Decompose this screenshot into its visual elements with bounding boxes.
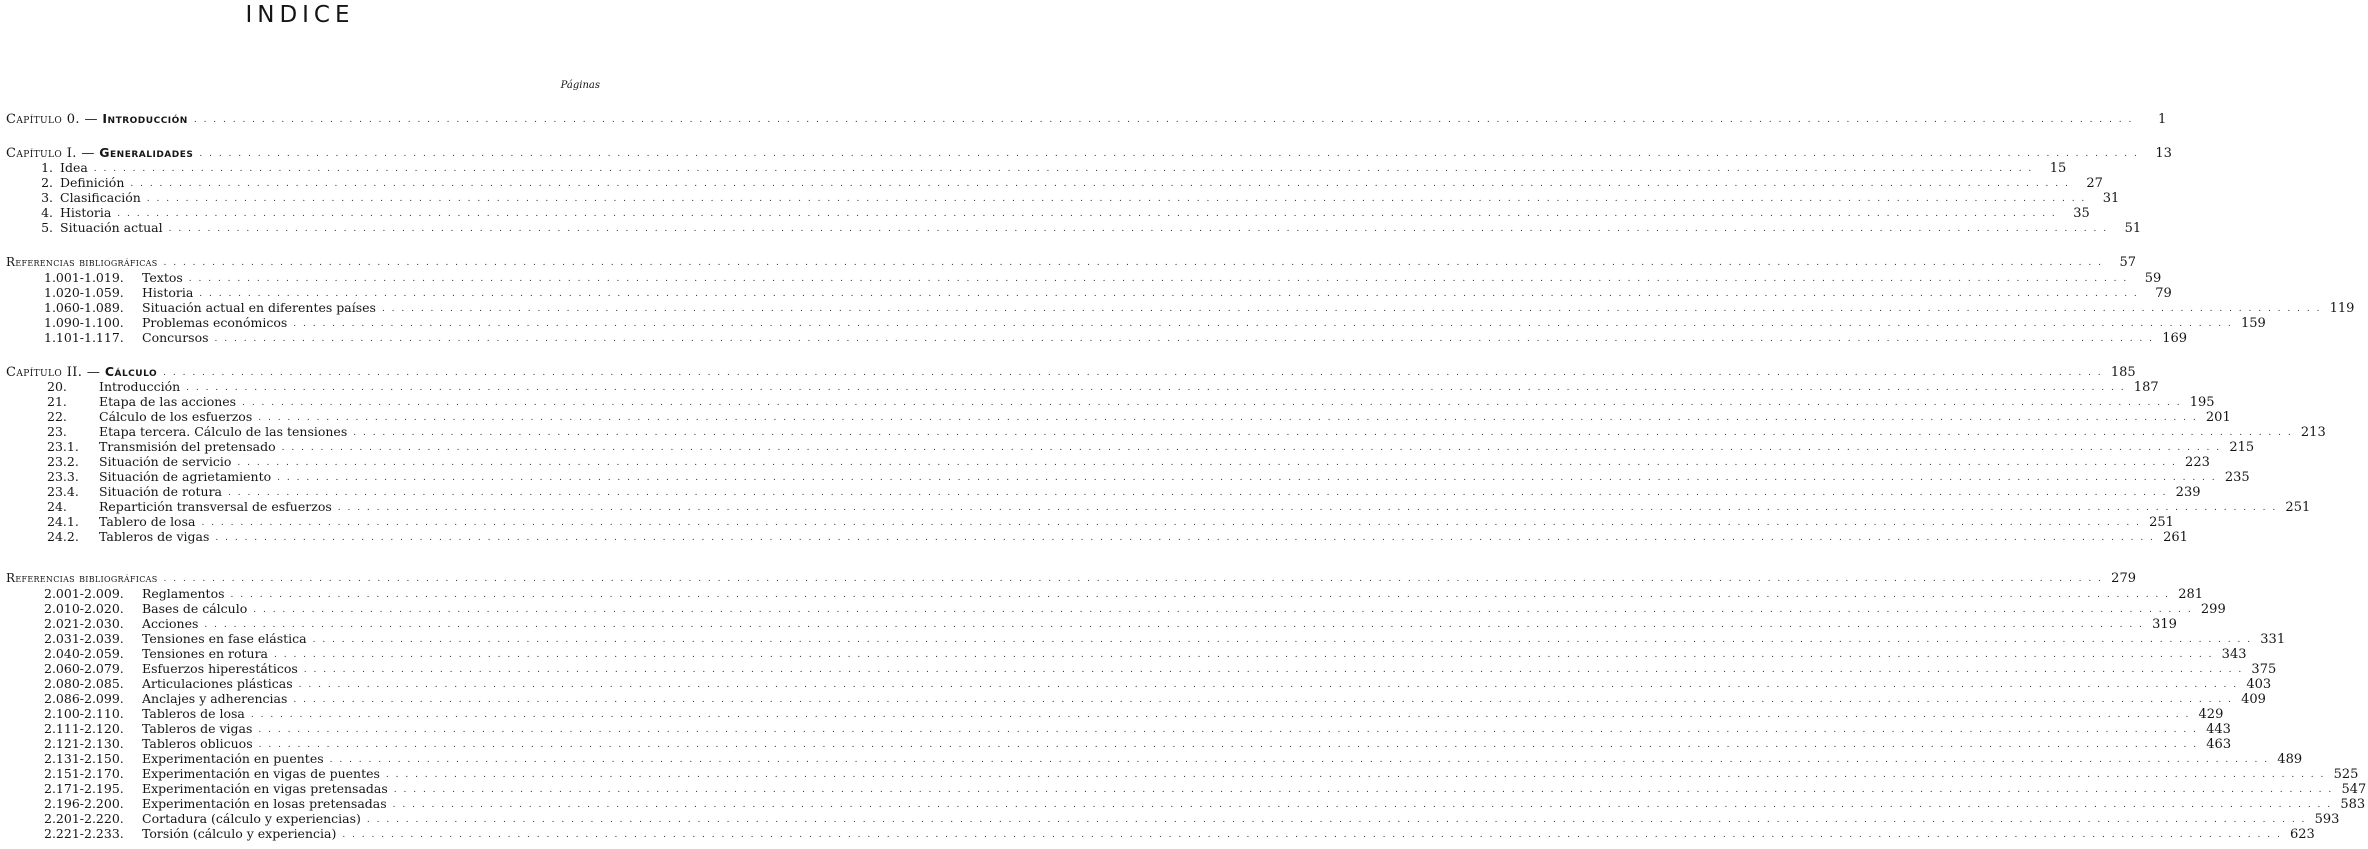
dot-leader: . . . . . . . . . . . . . . . . . . . . . . . . . . . . . . . . . . . . . . . . . . . . . . . . . . . . . . . . . . . . . . . . . . . . . . . . . . . . . . . . . . . . . . . . . . . . . . . . . . . . . . . . . . . . . . . . . . . . . . . . . . . . . . . . . . . . . . . . . . . . . . . . . . . . . . . . . . . . . . . . . . . . . . . . . . . . . . . . . . . . . . . . . . . . . . . . . . . . . . . . <box>337 503 2278 513</box>
entry-label-text: Capítulo II. — <box>6 365 105 380</box>
entry-label <box>6 571 158 586</box>
page-number: 583 <box>2340 797 2366 812</box>
dot-leader: . . . . . . . . . . . . . . . . . . . . . . . . . . . . . . . . . . . . . . . . . . . . . . . . . . . . . . . . . . . . . . . . . . . . . . . . . . . . . . . . . . . . . . . . . . . . . . . . . . . . . . . . . . . . . . . . . . . . . . . . . . . . . . . . . . . . . . . . . . . . . . . . . . . . . . . . . . . . . . . . . . . . . . . . . . . . . . . . . . . . . . . . . . . . . . . . . . . . . . . . <box>353 428 2293 438</box>
page-number: 223 <box>2185 455 2210 470</box>
dot-leader: . . . . . . . . . . . . . . . . . . . . . . . . . . . . . . . . . . . . . . . . . . . . . . . . . . . . . . . . . . . . . . . . . . . . . . . . . . . . . . . . . . . . . . . . . . . . . . . . . . . . . . . . . . . . . . . . . . . . . . . . . . . . . . . . . . . . . . . . . . . . . . . . . . . . . . . . . . . . . . . . . . . . . . . . . . . . . . . . . . . . . . . . . . . . . . . . . . . . . . . . <box>199 149 2139 159</box>
toc-entry <box>0 499 2311 515</box>
entry-label: Tensiones en fase elástica <box>142 631 307 646</box>
entry-number: 24.1. <box>47 514 79 529</box>
entry-label: Tableros oblicuos <box>142 736 253 751</box>
dot-leader: . . . . . . . . . . . . . . . . . . . . . . . . . . . . . . . . . . . . . . . . . . . . . . . . . . . . . . . . . . . . . . . . . . . . . . . . . . . . . . . . . . . . . . . . . . . . . . . . . . . . . . . . . . . . . . . . . . . . . . . . . . . . . . . . . . . . . . . . . . . . . . . . . . . . . . . . . . . . . . . . . . . . . . . . . . . . . . . . . . . . . . . . . . . . . . . . . . . . . . . . <box>228 488 2168 498</box>
toc-entry <box>0 394 2215 410</box>
dot-leader: . . . . . . . . . . . . . . . . . . . . . . . . . . . . . . . . . . . . . . . . . . . . . . . . . . . . . . . . . . . . . . . . . . . . . . . . . . . . . . . . . . . . . . . . . . . . . . . . . . . . . . . . . . . . . . . . . . . . . . . . . . . . . . . . . . . . . . . . . . . . . . . . . . . . . . . . . . . . . . . . . . . . . . . . . . . . . . . . . . . . . . . . . . . . . . . . . . . . . . . . <box>293 319 2233 329</box>
page-number: 279 <box>2111 571 2136 586</box>
entry-label: Problemas económicos <box>142 315 288 330</box>
toc-entry <box>0 424 2326 440</box>
page-number: 57 <box>2119 255 2136 270</box>
toc-entry <box>0 175 2103 191</box>
entry-number: 2.040-2.059. <box>44 646 124 661</box>
toc-entry <box>0 529 2188 545</box>
dot-leader: . . . . . . . . . . . . . . . . . . . . . . . . . . . . . . . . . . . . . . . . . . . . . . . . . . . . . . . . . . . . . . . . . . . . . . . . . . . . . . . . . . . . . . . . . . . . . . . . . . . . . . . . . . . . . . . . . . . . . . . . . . . . . . . . . . . . . . . . . . . . . . . . . . . . . . . . . . . . . . . . . . . . . . . . . . . . . . . . . . . . . . . . . . . . . . . . . . . . . . . . <box>293 695 2233 705</box>
page-number: 281 <box>2178 587 2204 602</box>
toc-entry <box>0 601 2226 617</box>
dot-leader: . . . . . . . . . . . . . . . . . . . . . . . . . . . . . . . . . . . . . . . . . . . . . . . . . . . . . . . . . . . . . . . . . . . . . . . . . . . . . . . . . . . . . . . . . . . . . . . . . . . . . . . . . . . . . . . . . . . . . . . . . . . . . . . . . . . . . . . . . . . . . . . . . . . . . . . . . . . . . . . . . . . . . . . . . . . . . . . . . . . . . . . . . . . . . . . . . . . . . . . . <box>342 830 2282 840</box>
entry-number: 2.060-2.079. <box>44 661 124 676</box>
dot-leader: . . . . . . . . . . . . . . . . . . . . . . . . . . . . . . . . . . . . . . . . . . . . . . . . . . . . . . . . . . . . . . . . . . . . . . . . . . . . . . . . . . . . . . . . . . . . . . . . . . . . . . . . . . . . . . . . . . . . . . . . . . . . . . . . . . . . . . . . . . . . . . . . . . . . . . . . . . . . . . . . . . . . . . . . . . . . . . . . . . . . . . . . . . . . . . . . . . . . . . . . <box>117 209 2057 219</box>
entry-number: 1.090-1.100. <box>44 315 124 330</box>
entry-label: Esfuerzos hiperestáticos <box>142 661 298 676</box>
dot-leader: . . . . . . . . . . . . . . . . . . . . . . . . . . . . . . . . . . . . . . . . . . . . . . . . . . . . . . . . . . . . . . . . . . . . . . . . . . . . . . . . . . . . . . . . . . . . . . . . . . . . . . . . . . . . . . . . . . . . . . . . . . . . . . . . . . . . . . . . . . . . . . . . . . . . . . . . . . . . . . . . . . . . . . . . . . . . . . . . . . . . . . . . . . . . . . . . . . . . . . . . <box>242 398 2182 408</box>
page-number: 251 <box>2149 515 2174 530</box>
dot-leader: . . . . . . . . . . . . . . . . . . . . . . . . . . . . . . . . . . . . . . . . . . . . . . . . . . . . . . . . . . . . . . . . . . . . . . . . . . . . . . . . . . . . . . . . . . . . . . . . . . . . . . . . . . . . . . . . . . . . . . . . . . . . . . . . . . . . . . . . . . . . . . . . . . . . . . . . . . . . . . . . . . . . . . . . . . . . . . . . . . . . . . . . . . . . . . . . . . . . . . . . <box>168 224 2109 234</box>
toc-entry <box>0 439 2255 455</box>
entry-number: 1.060-1.089. <box>44 300 124 315</box>
entry-title-bold: Generalidades <box>99 145 194 160</box>
chapter-entry <box>0 111 2167 127</box>
page-number: 119 <box>2329 301 2355 316</box>
toc-entry <box>0 285 2172 301</box>
entry-label: Idea <box>60 160 88 175</box>
dot-leader: . . . . . . . . . . . . . . . . . . . . . . . . . . . . . . . . . . . . . . . . . . . . . . . . . . . . . . . . . . . . . . . . . . . . . . . . . . . . . . . . . . . . . . . . . . . . . . . . . . . . . . . . . . . . . . . . . . . . . . . . . . . . . . . . . . . . . . . . . . . . . . . . . . . . . . . . . . . . . . . . . . . . . . . . . . . . . . . . . . . . . . . . . . . . . . . . . . . . . . . . <box>258 740 2199 750</box>
entry-label-text: Referencias bibliográficas <box>6 255 158 269</box>
dot-leader: . . . . . . . . . . . . . . . . . . . . . . . . . . . . . . . . . . . . . . . . . . . . . . . . . . . . . . . . . . . . . . . . . . . . . . . . . . . . . . . . . . . . . . . . . . . . . . . . . . . . . . . . . . . . . . . . . . . . . . . . . . . . . . . . . . . . . . . . . . . . . . . . . . . . . . . . . . . . . . . . . . . . . . . . . . . . . . . . . . . . . . . . . . . . . . . . . . . . . . . . <box>281 443 2222 453</box>
entry-number: 2.221-2.233. <box>44 826 124 841</box>
entry-label: Tensiones en rotura <box>142 646 269 661</box>
toc-entry <box>0 616 2177 632</box>
dot-leader: . . . . . . . . . . . . . . . . . . . . . . . . . . . . . . . . . . . . . . . . . . . . . . . . . . . . . . . . . . . . . . . . . . . . . . . . . . . . . . . . . . . . . . . . . . . . . . . . . . . . . . . . . . . . . . . . . . . . . . . . . . . . . . . . . . . . . . . . . . . . . . . . . . . . . . . . . . . . . . . . . . . . . . . . . . . . . . . . . . . . . . . . . . . . . . . . . . . . . . . . <box>146 194 2087 204</box>
entry-number: 24. <box>47 499 67 514</box>
page-number: 429 <box>2198 707 2224 722</box>
toc-entry <box>0 706 2224 722</box>
page-number: 27 <box>2086 176 2103 191</box>
entry-label: Etapa de las acciones <box>99 394 237 409</box>
entry-label: Repartición transversal de esfuerzos <box>99 499 332 514</box>
references-entry <box>0 571 2136 586</box>
page-number: 547 <box>2341 782 2367 797</box>
entry-label: Cortadura (cálculo y experiencias) <box>142 811 361 826</box>
toc-entry <box>0 781 2367 797</box>
toc-entry <box>0 190 2120 206</box>
page-number: 409 <box>2241 692 2266 707</box>
page-number: 375 <box>2251 662 2277 677</box>
toc-entry <box>0 751 2303 767</box>
entry-number: 23.1. <box>47 439 79 454</box>
entry-label <box>6 111 188 127</box>
dot-leader: . . . . . . . . . . . . . . . . . . . . . . . . . . . . . . . . . . . . . . . . . . . . . . . . . . . . . . . . . . . . . . . . . . . . . . . . . . . . . . . . . . . . . . . . . . . . . . . . . . . . . . . . . . . . . . . . . . . . . . . . . . . . . . . . . . . . . . . . . . . . . . . . . . . . . . . . . . . . . . . . . . . . . . . . . . . . . . . . . . . . . . . . . . . . . . . . . . . . . . . . <box>193 115 2134 125</box>
page-number: 403 <box>2246 677 2272 692</box>
entry-number: 5. <box>41 220 53 235</box>
dot-leader: . . . . . . . . . . . . . . . . . . . . . . . . . . . . . . . . . . . . . . . . . . . . . . . . . . . . . . . . . . . . . . . . . . . . . . . . . . . . . . . . . . . . . . . . . . . . . . . . . . . . . . . . . . . . . . . . . . . . . . . . . . . . . . . . . . . . . . . . . . . . . . . . . . . . . . . . . . . . . . . . . . . . . . . . . . . . . . . . . . . . . . . . . . . . . . . . . . . . . . . . <box>199 289 2139 299</box>
dot-leader: . . . . . . . . . . . . . . . . . . . . . . . . . . . . . . . . . . . . . . . . . . . . . . . . . . . . . . . . . . . . . . . . . . . . . . . . . . . . . . . . . . . . . . . . . . . . . . . . . . . . . . . . . . . . . . . . . . . . . . . . . . . . . . . . . . . . . . . . . . . . . . . . . . . . . . . . . . . . . . . . . . . . . . . . . . . . . . . . . . . . . . . . . . . . . . . . . . . . . . . . <box>258 725 2198 735</box>
entry-number: 20. <box>47 379 67 394</box>
entry-label: Tableros de vigas <box>142 721 253 736</box>
entry-label: Introducción <box>99 379 181 394</box>
entry-label: Situación de agrietamiento <box>99 469 272 484</box>
page-number: 623 <box>2290 827 2315 842</box>
entry-label <box>6 145 193 161</box>
entry-label: Reglamentos <box>142 586 225 601</box>
entry-label-text: Referencias bibliográficas <box>6 571 158 585</box>
page-number: 1 <box>2158 112 2167 127</box>
references-entry <box>0 255 2136 270</box>
page-number: 35 <box>2073 206 2090 221</box>
chapter-entry <box>0 145 2172 161</box>
toc-entry <box>0 330 2188 346</box>
entry-label: Articulaciones plásticas <box>142 676 293 691</box>
entry-number: 23. <box>47 424 67 439</box>
entry-number: 2.001-2.009. <box>44 586 124 601</box>
entry-number: 24.2. <box>47 529 79 544</box>
page-number: 463 <box>2206 737 2232 752</box>
page-number: 319 <box>2152 617 2177 632</box>
page-number: 79 <box>2155 286 2172 301</box>
entry-label: Situación de rotura <box>99 484 223 499</box>
entry-number: 2.086-2.099. <box>44 691 124 706</box>
dot-leader: . . . . . . . . . . . . . . . . . . . . . . . . . . . . . . . . . . . . . . . . . . . . . . . . . . . . . . . . . . . . . . . . . . . . . . . . . . . . . . . . . . . . . . . . . . . . . . . . . . . . . . . . . . . . . . . . . . . . . . . . . . . . . . . . . . . . . . . . . . . . . . . . . . . . . . . . . . . . . . . . . . . . . . . . . . . . . . . . . . . . . . . . . . . . . . . . . . . . . . . . <box>230 590 2171 600</box>
toc-entry <box>0 766 2359 782</box>
toc-entry <box>0 691 2266 707</box>
page-number: 185 <box>2110 365 2136 380</box>
toc-entry <box>0 270 2162 286</box>
entry-label: Textos <box>142 270 183 285</box>
entry-number: 23.2. <box>47 454 79 469</box>
page-number: 525 <box>2333 767 2359 782</box>
entry-label <box>6 364 157 380</box>
entry-label: Anclajes y adherencias <box>142 691 288 706</box>
dot-leader: . . . . . . . . . . . . . . . . . . . . . . . . . . . . . . . . . . . . . . . . . . . . . . . . . . . . . . . . . . . . . . . . . . . . . . . . . . . . . . . . . . . . . . . . . . . . . . . . . . . . . . . . . . . . . . . . . . . . . . . . . . . . . . . . . . . . . . . . . . . . . . . . . . . . . . . . . . . . . . . . . . . . . . . . . . . . . . . . . . . . . . . . . . . . . . . . . . . . . . . . <box>237 458 2177 468</box>
entry-number: 2.121-2.130. <box>44 736 124 751</box>
dot-leader: . . . . . . . . . . . . . . . . . . . . . . . . . . . . . . . . . . . . . . . . . . . . . . . . . . . . . . . . . . . . . . . . . . . . . . . . . . . . . . . . . . . . . . . . . . . . . . . . . . . . . . . . . . . . . . . . . . . . . . . . . . . . . . . . . . . . . . . . . . . . . . . . . . . . . . . . . . . . . . . . . . . . . . . . . . . . . . . . . . . . . . . . . . . . . . . . . . . . . . . . <box>253 605 2193 615</box>
page-number: 31 <box>2102 191 2120 206</box>
entry-label <box>6 255 158 270</box>
toc-entry <box>0 796 2366 812</box>
entry-number: 1.020-1.059. <box>44 285 124 300</box>
entry-label: Situación actual en diferentes países <box>142 300 376 315</box>
entry-label: Experimentación en puentes <box>142 751 324 766</box>
entry-number: 1.001-1.019. <box>44 270 124 285</box>
toc-entry <box>0 469 2250 485</box>
entry-label: Situación de servicio <box>99 454 232 469</box>
dot-leader: . . . . . . . . . . . . . . . . . . . . . . . . . . . . . . . . . . . . . . . . . . . . . . . . . . . . . . . . . . . . . . . . . . . . . . . . . . . . . . . . . . . . . . . . . . . . . . . . . . . . . . . . . . . . . . . . . . . . . . . . . . . . . . . . . . . . . . . . . . . . . . . . . . . . . . . . . . . . . . . . . . . . . . . . . . . . . . . . . . . . . . . . . . . . . . . . . . . . . . . . <box>130 179 2070 189</box>
entry-label: Tableros de vigas <box>99 529 210 544</box>
dot-leader: . . . . . . . . . . . . . . . . . . . . . . . . . . . . . . . . . . . . . . . . . . . . . . . . . . . . . . . . . . . . . . . . . . . . . . . . . . . . . . . . . . . . . . . . . . . . . . . . . . . . . . . . . . . . . . . . . . . . . . . . . . . . . . . . . . . . . . . . . . . . . . . . . . . . . . . . . . . . . . . . . . . . . . . . . . . . . . . . . . . . . . . . . . . . . . . . . . . . . . . . <box>258 413 2198 423</box>
page-number: 261 <box>2163 530 2188 545</box>
entry-label: Transmisión del pretensado <box>99 439 276 454</box>
entry-number: 23.3. <box>47 469 79 484</box>
entry-number: 2.196-2.200. <box>44 796 124 811</box>
page-number: 213 <box>2300 425 2326 440</box>
page-number: 59 <box>2144 271 2162 286</box>
entry-label: Experimentación en losas pretensadas <box>142 796 387 811</box>
entry-number: 2.021-2.030. <box>44 616 124 631</box>
entry-label: Experimentación en vigas de puentes <box>142 766 380 781</box>
entry-number: 2.031-2.039. <box>44 631 124 646</box>
dot-leader: . . . . . . . . . . . . . . . . . . . . . . . . . . . . . . . . . . . . . . . . . . . . . . . . . . . . . . . . . . . . . . . . . . . . . . . . . . . . . . . . . . . . . . . . . . . . . . . . . . . . . . . . . . . . . . . . . . . . . . . . . . . . . . . . . . . . . . . . . . . . . . . . . . . . . . . . . . . . . . . . . . . . . . . . . . . . . . . . . . . . . . . . . . . . . . . . . . . . . . . . <box>385 770 2326 780</box>
pages-column-header: Páginas <box>560 80 600 91</box>
entry-number: 3. <box>41 190 53 205</box>
page-number: 201 <box>2205 410 2231 425</box>
entry-number: 23.4. <box>47 484 79 499</box>
entry-label: Definición <box>60 175 125 190</box>
toc-entry <box>0 379 2159 395</box>
page-number: 13 <box>2155 146 2172 161</box>
dot-leader: . . . . . . . . . . . . . . . . . . . . . . . . . . . . . . . . . . . . . . . . . . . . . . . . . . . . . . . . . . . . . . . . . . . . . . . . . . . . . . . . . . . . . . . . . . . . . . . . . . . . . . . . . . . . . . . . . . . . . . . . . . . . . . . . . . . . . . . . . . . . . . . . . . . . . . . . . . . . . . . . . . . . . . . . . . . . . . . . . . . . . . . . . . . . . . . . . . . . . . . . <box>329 755 2270 765</box>
dot-leader: . . . . . . . . . . . . . . . . . . . . . . . . . . . . . . . . . . . . . . . . . . . . . . . . . . . . . . . . . . . . . . . . . . . . . . . . . . . . . . . . . . . . . . . . . . . . . . . . . . . . . . . . . . . . . . . . . . . . . . . . . . . . . . . . . . . . . . . . . . . . . . . . . . . . . . . . . . . . . . . . . . . . . . . . . . . . . . . . . . . . . . . . . . . . . . . . . . . . . . . . <box>204 620 2144 630</box>
entry-label: Tablero de losa <box>99 514 196 529</box>
entry-label-text: Capítulo 0. — <box>6 112 103 127</box>
toc-entry <box>0 220 2142 236</box>
page-number: 489 <box>2277 752 2303 767</box>
entry-number: 1.101-1.117. <box>44 330 124 345</box>
entry-label: Concursos <box>142 330 209 345</box>
toc-entry <box>0 661 2277 677</box>
page-number: 251 <box>2285 500 2311 515</box>
toc-entry <box>0 409 2231 425</box>
entry-label: Bases de cálculo <box>142 601 248 616</box>
dot-leader: . . . . . . . . . . . . . . . . . . . . . . . . . . . . . . . . . . . . . . . . . . . . . . . . . . . . . . . . . . . . . . . . . . . . . . . . . . . . . . . . . . . . . . . . . . . . . . . . . . . . . . . . . . . . . . . . . . . . . . . . . . . . . . . . . . . . . . . . . . . . . . . . . . . . . . . . . . . . . . . . . . . . . . . . . . . . . . . . . . . . . . . . . . . . . . . . . . . . . . . . <box>381 304 2322 314</box>
dot-leader: . . . . . . . . . . . . . . . . . . . . . . . . . . . . . . . . . . . . . . . . . . . . . . . . . . . . . . . . . . . . . . . . . . . . . . . . . . . . . . . . . . . . . . . . . . . . . . . . . . . . . . . . . . . . . . . . . . . . . . . . . . . . . . . . . . . . . . . . . . . . . . . . . . . . . . . . . . . . . . . . . . . . . . . . . . . . . . . . . . . . . . . . . . . . . . . . . . . . . . . . <box>215 533 2155 543</box>
entry-label: Acciones <box>142 616 199 631</box>
dot-leader: . . . . . . . . . . . . . . . . . . . . . . . . . . . . . . . . . . . . . . . . . . . . . . . . . . . . . . . . . . . . . . . . . . . . . . . . . . . . . . . . . . . . . . . . . . . . . . . . . . . . . . . . . . . . . . . . . . . . . . . . . . . . . . . . . . . . . . . . . . . . . . . . . . . . . . . . . . . . . . . . . . . . . . . . . . . . . . . . . . . . . . . . . . . . . . . . . . . . . . . . <box>274 650 2214 660</box>
toc-entry <box>0 484 2201 500</box>
dot-leader: . . . . . . . . . . . . . . . . . . . . . . . . . . . . . . . . . . . . . . . . . . . . . . . . . . . . . . . . . . . . . . . . . . . . . . . . . . . . . . . . . . . . . . . . . . . . . . . . . . . . . . . . . . . . . . . . . . . . . . . . . . . . . . . . . . . . . . . . . . . . . . . . . . . . . . . . . . . . . . . . . . . . . . . . . . . . . . . . . . . . . . . . . . . . . . . . . . . . . . . . <box>93 164 2034 174</box>
entry-title-bold: Introducción <box>102 111 188 126</box>
toc-entry <box>0 300 2355 316</box>
dot-leader: . . . . . . . . . . . . . . . . . . . . . . . . . . . . . . . . . . . . . . . . . . . . . . . . . . . . . . . . . . . . . . . . . . . . . . . . . . . . . . . . . . . . . . . . . . . . . . . . . . . . . . . . . . . . . . . . . . . . . . . . . . . . . . . . . . . . . . . . . . . . . . . . . . . . . . . . . . . . . . . . . . . . . . . . . . . . . . . . . . . . . . . . . . . . . . . . . . . . . . . . <box>201 518 2141 528</box>
entry-number: 2.171-2.195. <box>44 781 124 796</box>
page-number: 187 <box>2133 380 2159 395</box>
entry-label: Historia <box>142 285 194 300</box>
dot-leader: . . . . . . . . . . . . . . . . . . . . . . . . . . . . . . . . . . . . . . . . . . . . . . . . . . . . . . . . . . . . . . . . . . . . . . . . . . . . . . . . . . . . . . . . . . . . . . . . . . . . . . . . . . . . . . . . . . . . . . . . . . . . . . . . . . . . . . . . . . . . . . . . . . . . . . . . . . . . . . . . . . . . . . . . . . . . . . . . . . . . . . . . . . . . . . . . . . . . . . . . <box>277 473 2217 483</box>
entry-label: Cálculo de los esfuerzos <box>99 409 253 424</box>
dot-leader: . . . . . . . . . . . . . . . . . . . . . . . . . . . . . . . . . . . . . . . . . . . . . . . . . . . . . . . . . . . . . . . . . . . . . . . . . . . . . . . . . . . . . . . . . . . . . . . . . . . . . . . . . . . . . . . . . . . . . . . . . . . . . . . . . . . . . . . . . . . . . . . . . . . . . . . . . . . . . . . . . . . . . . . . . . . . . . . . . . . . . . . . . . . . . . . . . . . . . . . . <box>298 680 2239 690</box>
entry-label: Historia <box>60 205 112 220</box>
page-number: 159 <box>2240 316 2266 331</box>
entry-label-text: Capítulo I. — <box>6 146 100 161</box>
chapter-entry <box>0 364 2136 380</box>
dot-leader: . . . . . . . . . . . . . . . . . . . . . . . . . . . . . . . . . . . . . . . . . . . . . . . . . . . . . . . . . . . . . . . . . . . . . . . . . . . . . . . . . . . . . . . . . . . . . . . . . . . . . . . . . . . . . . . . . . . . . . . . . . . . . . . . . . . . . . . . . . . . . . . . . . . . . . . . . . . . . . . . . . . . . . . . . . . . . . . . . . . . . . . . . . . . . . . . . . . . . . . . <box>163 258 2103 268</box>
entry-label: Tableros de losa <box>142 706 245 721</box>
entry-number: 2. <box>41 175 53 190</box>
entry-number: 2.111-2.120. <box>44 721 124 736</box>
dot-leader: . . . . . . . . . . . . . . . . . . . . . . . . . . . . . . . . . . . . . . . . . . . . . . . . . . . . . . . . . . . . . . . . . . . . . . . . . . . . . . . . . . . . . . . . . . . . . . . . . . . . . . . . . . . . . . . . . . . . . . . . . . . . . . . . . . . . . . . . . . . . . . . . . . . . . . . . . . . . . . . . . . . . . . . . . . . . . . . . . . . . . . . . . . . . . . . . . . . . . . . . <box>393 785 2334 795</box>
entry-label: Etapa tercera. Cálculo de las tensiones <box>99 424 348 439</box>
page-number: 51 <box>2124 221 2142 236</box>
entry-label: Clasificación <box>60 190 141 205</box>
page-number: 443 <box>2206 722 2231 737</box>
entry-number: 2.100-2.110. <box>44 706 124 721</box>
dot-leader: . . . . . . . . . . . . . . . . . . . . . . . . . . . . . . . . . . . . . . . . . . . . . . . . . . . . . . . . . . . . . . . . . . . . . . . . . . . . . . . . . . . . . . . . . . . . . . . . . . . . . . . . . . . . . . . . . . . . . . . . . . . . . . . . . . . . . . . . . . . . . . . . . . . . . . . . . . . . . . . . . . . . . . . . . . . . . . . . . . . . . . . . . . . . . . . . . . . . . . . . <box>303 665 2244 675</box>
entry-number: 2.131-2.150. <box>44 751 124 766</box>
entry-number: 2.080-2.085. <box>44 676 124 691</box>
page-number: 299 <box>2200 602 2226 617</box>
entry-number: 2.151-2.170. <box>44 766 124 781</box>
entry-number: 22. <box>47 409 67 424</box>
toc-entry <box>0 646 2247 662</box>
toc-entry <box>0 826 2315 842</box>
page-number: 195 <box>2189 395 2215 410</box>
entry-title-bold: Cálculo <box>104 364 158 379</box>
dot-leader: . . . . . . . . . . . . . . . . . . . . . . . . . . . . . . . . . . . . . . . . . . . . . . . . . . . . . . . . . . . . . . . . . . . . . . . . . . . . . . . . . . . . . . . . . . . . . . . . . . . . . . . . . . . . . . . . . . . . . . . . . . . . . . . . . . . . . . . . . . . . . . . . . . . . . . . . . . . . . . . . . . . . . . . . . . . . . . . . . . . . . . . . . . . . . . . . . . . . . . . . <box>163 574 2103 584</box>
entry-label: Experimentación en vigas pretensadas <box>142 781 388 796</box>
dot-leader: . . . . . . . . . . . . . . . . . . . . . . . . . . . . . . . . . . . . . . . . . . . . . . . . . . . . . . . . . . . . . . . . . . . . . . . . . . . . . . . . . . . . . . . . . . . . . . . . . . . . . . . . . . . . . . . . . . . . . . . . . . . . . . . . . . . . . . . . . . . . . . . . . . . . . . . . . . . . . . . . . . . . . . . . . . . . . . . . . . . . . . . . . . . . . . . . . . . . . . . . <box>366 815 2307 825</box>
dot-leader: . . . . . . . . . . . . . . . . . . . . . . . . . . . . . . . . . . . . . . . . . . . . . . . . . . . . . . . . . . . . . . . . . . . . . . . . . . . . . . . . . . . . . . . . . . . . . . . . . . . . . . . . . . . . . . . . . . . . . . . . . . . . . . . . . . . . . . . . . . . . . . . . . . . . . . . . . . . . . . . . . . . . . . . . . . . . . . . . . . . . . . . . . . . . . . . . . . . . . . . . <box>250 710 2191 720</box>
toc-entry <box>0 631 2286 647</box>
dot-leader: . . . . . . . . . . . . . . . . . . . . . . . . . . . . . . . . . . . . . . . . . . . . . . . . . . . . . . . . . . . . . . . . . . . . . . . . . . . . . . . . . . . . . . . . . . . . . . . . . . . . . . . . . . . . . . . . . . . . . . . . . . . . . . . . . . . . . . . . . . . . . . . . . . . . . . . . . . . . . . . . . . . . . . . . . . . . . . . . . . . . . . . . . . . . . . . . . . . . . . . . <box>392 800 2333 810</box>
dot-leader: . . . . . . . . . . . . . . . . . . . . . . . . . . . . . . . . . . . . . . . . . . . . . . . . . . . . . . . . . . . . . . . . . . . . . . . . . . . . . . . . . . . . . . . . . . . . . . . . . . . . . . . . . . . . . . . . . . . . . . . . . . . . . . . . . . . . . . . . . . . . . . . . . . . . . . . . . . . . . . . . . . . . . . . . . . . . . . . . . . . . . . . . . . . . . . . . . . . . . . . . <box>186 383 2126 393</box>
page-number: 169 <box>2162 331 2188 346</box>
page-number: 593 <box>2314 812 2340 827</box>
entry-number: 4. <box>41 205 53 220</box>
entry-number: 21. <box>47 394 67 409</box>
toc-entry <box>0 736 2232 752</box>
toc-entry <box>0 160 2067 176</box>
page-number: 239 <box>2175 485 2201 500</box>
entry-number: 2.010-2.020. <box>44 601 124 616</box>
page-number: 343 <box>2221 647 2247 662</box>
toc-entry <box>0 514 2174 530</box>
toc-entry <box>0 205 2090 221</box>
toc-entry <box>0 315 2266 331</box>
page-number: 235 <box>2224 470 2250 485</box>
entry-number: 2.201-2.220. <box>44 811 124 826</box>
dot-leader: . . . . . . . . . . . . . . . . . . . . . . . . . . . . . . . . . . . . . . . . . . . . . . . . . . . . . . . . . . . . . . . . . . . . . . . . . . . . . . . . . . . . . . . . . . . . . . . . . . . . . . . . . . . . . . . . . . . . . . . . . . . . . . . . . . . . . . . . . . . . . . . . . . . . . . . . . . . . . . . . . . . . . . . . . . . . . . . . . . . . . . . . . . . . . . . . . . . . . . . . <box>188 274 2129 284</box>
page-number: 331 <box>2260 632 2286 647</box>
toc-entry <box>0 811 2340 827</box>
entry-number: 1. <box>41 160 53 175</box>
dot-leader: . . . . . . . . . . . . . . . . . . . . . . . . . . . . . . . . . . . . . . . . . . . . . . . . . . . . . . . . . . . . . . . . . . . . . . . . . . . . . . . . . . . . . . . . . . . . . . . . . . . . . . . . . . . . . . . . . . . . . . . . . . . . . . . . . . . . . . . . . . . . . . . . . . . . . . . . . . . . . . . . . . . . . . . . . . . . . . . . . . . . . . . . . . . . . . . . . . . . . . . . <box>163 368 2103 378</box>
dot-leader: . . . . . . . . . . . . . . . . . . . . . . . . . . . . . . . . . . . . . . . . . . . . . . . . . . . . . . . . . . . . . . . . . . . . . . . . . . . . . . . . . . . . . . . . . . . . . . . . . . . . . . . . . . . . . . . . . . . . . . . . . . . . . . . . . . . . . . . . . . . . . . . . . . . . . . . . . . . . . . . . . . . . . . . . . . . . . . . . . . . . . . . . . . . . . . . . . . . . . . . . <box>312 635 2253 645</box>
toc-entry <box>0 721 2231 737</box>
page-number: 215 <box>2229 440 2255 455</box>
entry-label: Torsión (cálculo y experiencia) <box>142 826 337 841</box>
page-title: INDICE <box>245 2 355 28</box>
entry-label: Situación actual <box>60 220 163 235</box>
toc-entry <box>0 676 2272 692</box>
page-number: 15 <box>2049 161 2067 176</box>
toc-entry <box>0 586 2204 602</box>
toc-entry <box>0 454 2210 470</box>
dot-leader: . . . . . . . . . . . . . . . . . . . . . . . . . . . . . . . . . . . . . . . . . . . . . . . . . . . . . . . . . . . . . . . . . . . . . . . . . . . . . . . . . . . . . . . . . . . . . . . . . . . . . . . . . . . . . . . . . . . . . . . . . . . . . . . . . . . . . . . . . . . . . . . . . . . . . . . . . . . . . . . . . . . . . . . . . . . . . . . . . . . . . . . . . . . . . . . . . . . . . . . . <box>214 334 2155 344</box>
